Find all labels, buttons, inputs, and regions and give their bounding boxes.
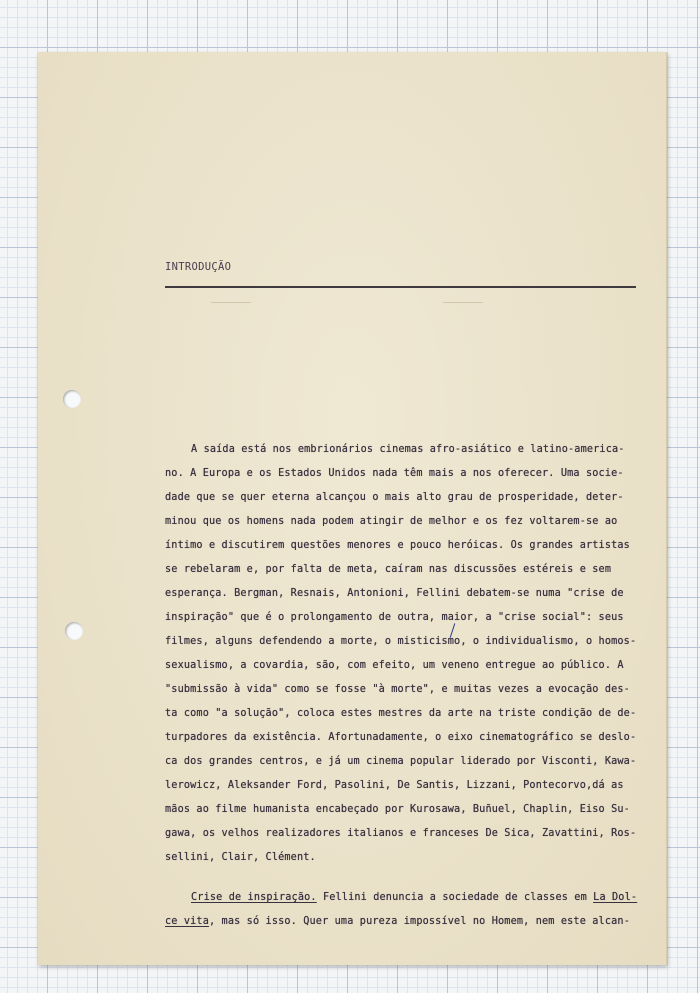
text-line: "submissão à vida" como se fosse "à morte", e muitas vezes a evocação des-	[165, 684, 630, 695]
heading-underline-rule	[165, 286, 636, 288]
punch-hole	[65, 622, 83, 640]
text-line: sellini, Clair, Clément.	[165, 852, 316, 863]
text-line: se rebelaram e, por falta de meta, caíram nas discussões estéreis e sem	[165, 564, 612, 575]
text-line: inspiração" que é o prolongamento de outra, maior, a "crise social": seus	[165, 612, 624, 623]
text-run: Fellini denuncia a sociedade de classes em	[316, 892, 594, 903]
page-heading: INTRODUÇÃO	[165, 261, 232, 273]
text-line	[165, 916, 630, 927]
text-line: sexualismo, a covardia, são, com efeito, um veneno entregue ao público. A	[165, 660, 624, 671]
film-title: ce vita	[165, 916, 209, 927]
text-line: íntimo e discutirem questões menores e pouco heróicas. Os grandes artistas	[165, 540, 630, 551]
text-line: ta como "a solução", coloca estes mestres da arte na triste condição de de-	[165, 708, 637, 719]
body-text	[165, 444, 645, 944]
text-line: lerowicz, Aleksander Ford, Pasolini, De Santis, Lizzani, Pontecorvo,dá as	[165, 780, 624, 791]
text-line: turpadores da existência. Afortunadamente, o eixo cinematográfico se deslo-	[165, 732, 637, 743]
text-line: dade que se quer eterna alcançou o mais alto grau de prosperidade, deter-	[165, 492, 624, 503]
text-line: mãos ao filme humanista encabeçado por Kurosawa, Buñuel, Chaplin, Eiso Su-	[165, 804, 630, 815]
faint-mark	[211, 302, 251, 303]
text-line: no. A Europa e os Estados Unidos nada têm mais a nos oferecer. Uma socie-	[165, 468, 624, 479]
text-line	[191, 892, 637, 903]
document-page	[38, 52, 667, 965]
text-line: A saída está nos embrionários cinemas afro-asiático e latino-america-	[191, 444, 625, 455]
film-title: La Dol-	[593, 892, 638, 903]
text-line: filmes, alguns defendendo a morte, o misticismo, o individualismo, o homos-	[165, 636, 637, 647]
faint-mark	[443, 302, 483, 303]
punch-hole	[63, 390, 81, 408]
text-run: , mas só isso. Quer uma pureza impossível no Homem, nem este alcan-	[208, 916, 630, 927]
text-line: minou que os homens nada podem atingir de melhor e os fez voltarem-se ao	[165, 516, 618, 527]
text-line: ca dos grandes centros, e já um cinema popular liderado por Visconti, Kawa-	[165, 756, 637, 767]
text-line: esperança. Bergman, Resnais, Antonioni, Fellini debatem-se numa "crise de	[165, 588, 624, 599]
text-line: gawa, os velhos realizadores italianos e franceses De Sica, Zavattini, Ros-	[165, 828, 637, 839]
section-lead: Crise de inspiração.	[191, 892, 317, 903]
